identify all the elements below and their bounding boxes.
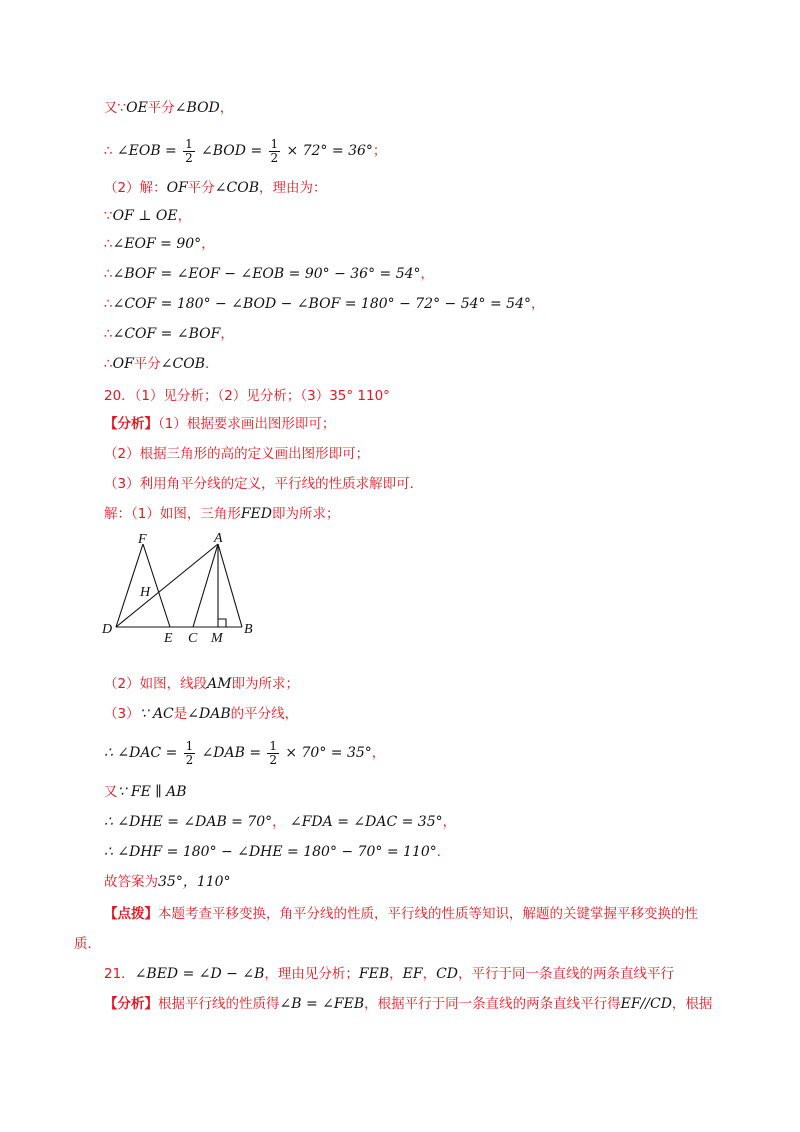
analysis-1: 【分析】（1）根据要求画出图形即可；: [104, 416, 336, 432]
text: 平分: [147, 100, 175, 116]
tip-line-2: 质．: [74, 936, 101, 952]
label-F: F: [138, 532, 147, 547]
text: ∴: [104, 143, 113, 159]
line-9: ∴OF平分∠COB．: [104, 356, 219, 372]
label-E: E: [164, 631, 173, 646]
segment-AC: [193, 544, 218, 627]
solution-2: （2）如图，线段AM即为所求；: [104, 676, 300, 692]
question-21: 21．∠BED = ∠D − ∠B，理由见分析；FEB，EF，CD，平行于同一条直线的两条直线平行: [104, 966, 674, 982]
math: OE: [126, 100, 148, 116]
fraction: $\frac{1}{2}$: [270, 136, 279, 165]
answer-line: 故答案为35°，110°: [104, 874, 231, 890]
analysis-21: 【分析】根据平行线的性质得∠B = ∠FEB，根据平行于同一条直线的两条直线平行得EF//CD，根据: [104, 996, 713, 1012]
line-2: [104, 136, 386, 166]
label-B: B: [244, 622, 253, 637]
analysis-3: （3）利用角平分线的定义，平行线的性质求解即可．: [104, 476, 424, 492]
line-4: ∵OF ⊥ OE，: [104, 208, 192, 224]
math: ∠EOB =: [116, 143, 177, 159]
segment-FD: [116, 544, 143, 627]
math: ∠BOD =: [201, 143, 263, 159]
line-3: （2）解：OF平分∠COB，理由为：: [104, 180, 327, 196]
solution-5: 又∵ FE ∥ AB: [104, 784, 187, 800]
line-1: [104, 98, 233, 118]
solution-6: ∴ ∠DHE = ∠DAB = 70°， ∠FDA = ∠DAC = 35°，: [104, 814, 457, 830]
label-A: A: [214, 531, 223, 546]
solution-3: （3）∵ AC是∠DAB的平分线，: [104, 706, 299, 722]
line-5: ∴∠EOF = 90°，: [104, 236, 215, 252]
segment-AD: [116, 544, 218, 627]
question-20-answer: 20．（1）见分析；（2）见分析；（3）35° 110°: [104, 388, 390, 404]
label-D: D: [102, 622, 113, 637]
line-6: ∴∠BOF = ∠EOF − ∠EOB = 90° − 36° = 54°，: [104, 266, 435, 282]
text: ；: [372, 143, 387, 159]
label-C: C: [188, 631, 198, 646]
line-7: ∴∠COF = 180° − ∠BOD − ∠BOF = 180° − 72° − 54° = 54°，: [104, 296, 545, 312]
math: ∠BOD: [174, 100, 220, 116]
math: × 72° = 36°: [286, 143, 373, 159]
line-8: ∴∠COF = ∠BOF，: [104, 326, 234, 342]
label-M: M: [211, 631, 223, 646]
geometry-figure: [96, 530, 266, 648]
solution-7: ∴ ∠DHF = 180° − ∠DHE = 180° − 70° = 110°．: [104, 844, 451, 860]
label-H: H: [140, 585, 151, 600]
segment-AB: [218, 544, 242, 627]
solution-4: ∴ ∠DAC = $\frac{1}{2}$ ∠DAB = $\frac{1}{2}$ × 70° = 35°，: [104, 738, 386, 767]
text: ，: [219, 100, 234, 116]
analysis-2: （2）根据三角形的高的定义画出图形即可；: [104, 446, 370, 462]
tip-line: 【点拨】本题考查平移变换，角平分线的性质，平行线的性质等知识，解题的关键掌握平移变换的性: [104, 906, 698, 922]
text: 又∵: [104, 100, 127, 116]
fraction: $\frac{1}{2}$: [185, 136, 193, 165]
solution-1: 解：（1）如图，三角形FED即为所求；: [104, 506, 340, 522]
right-angle-mark: [218, 619, 226, 627]
